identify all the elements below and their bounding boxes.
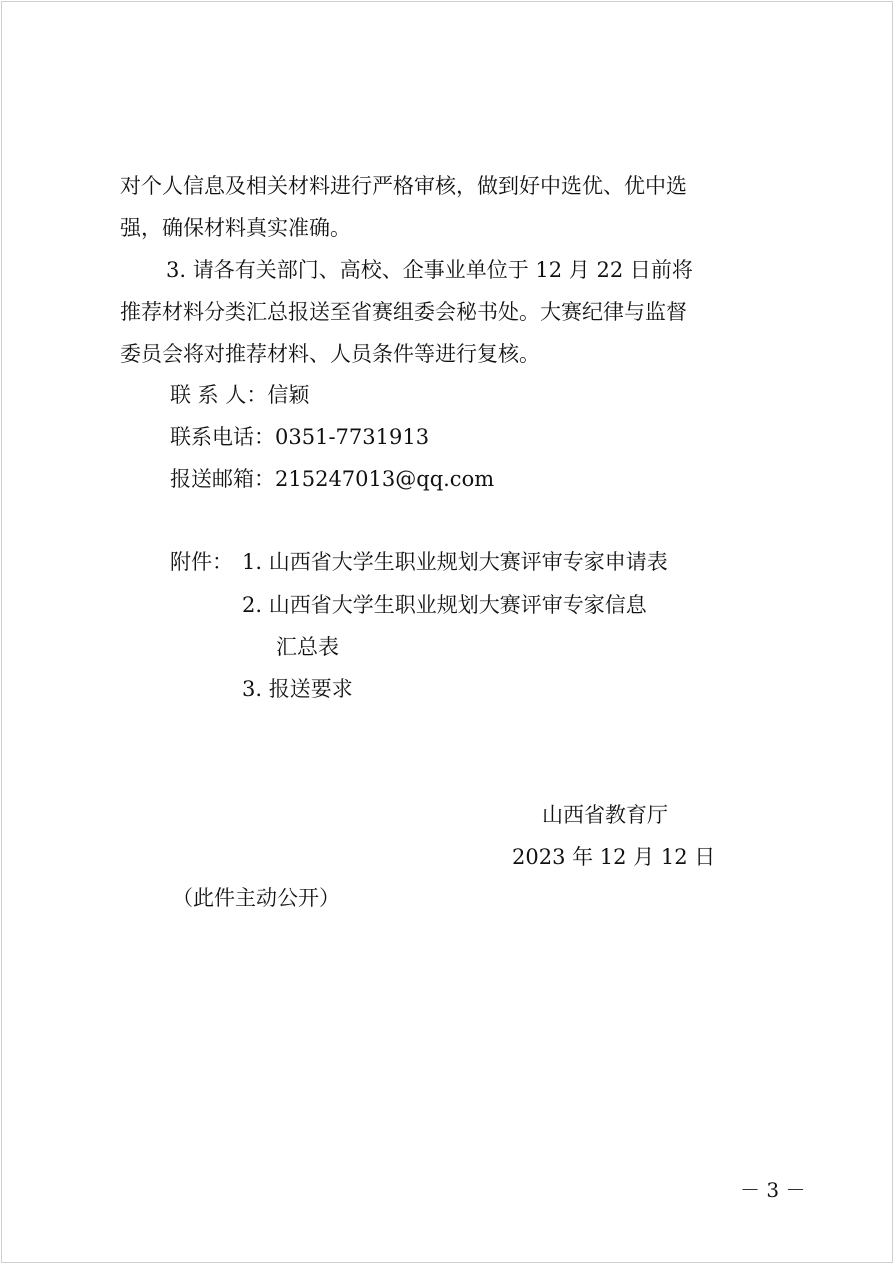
- contact-phone-value: 0351-7731913: [275, 425, 430, 449]
- paragraph-2-line-2: 推荐材料分类汇总报送至省赛组委会秘书处。大赛纪律与监督: [120, 300, 687, 324]
- contact-email-value: 215247013@qq.com: [275, 467, 495, 491]
- attachment-1-title: 山西省大学生职业规划大赛评审专家申请表: [268, 550, 668, 574]
- contact-phone: [170, 424, 429, 450]
- contact-email: [170, 466, 494, 492]
- attachment-2-title: 山西省大学生职业规划大赛评审专家信息: [268, 593, 647, 617]
- contact-email-label: 报送邮箱：: [170, 467, 275, 491]
- contact-person: [170, 382, 309, 408]
- attachment-2-title-cont: 汇总表: [276, 635, 339, 659]
- contact-person-label: 联 系 人：: [170, 383, 268, 407]
- page-number: － 3 －: [740, 1178, 806, 1202]
- attachment-3: [242, 676, 353, 702]
- paragraph-2-line-1: 3. 请各有关部门、高校、企事业单位于 12 月 22 日前将: [166, 258, 693, 282]
- contact-phone-label: 联系电话：: [170, 425, 275, 449]
- paragraph-1-line-2: 强，确保材料真实准确。: [120, 216, 351, 240]
- attachment-3-title: 报送要求: [268, 677, 353, 701]
- paragraph-1-line-1: 对个人信息及相关材料进行严格审核，做到好中选优、优中选: [120, 174, 687, 198]
- paragraph-2-line-3: 委员会将对推荐材料、人员条件等进行复核。: [120, 342, 540, 366]
- attachment-2-number: 2.: [242, 593, 263, 617]
- contact-person-value: 信颖: [267, 383, 310, 407]
- signature-org: 山西省教育厅: [542, 803, 668, 827]
- disclosure-note: （此件主动公开）: [172, 886, 340, 910]
- signature-date: 2023 年 12 月 12 日: [512, 845, 716, 869]
- attachment-3-number: 3.: [242, 677, 263, 701]
- attachment-2: [242, 592, 647, 618]
- attachment-1-number: 1.: [242, 550, 263, 574]
- attachment-1: [242, 549, 668, 575]
- attachments-label: 附件：: [170, 550, 233, 574]
